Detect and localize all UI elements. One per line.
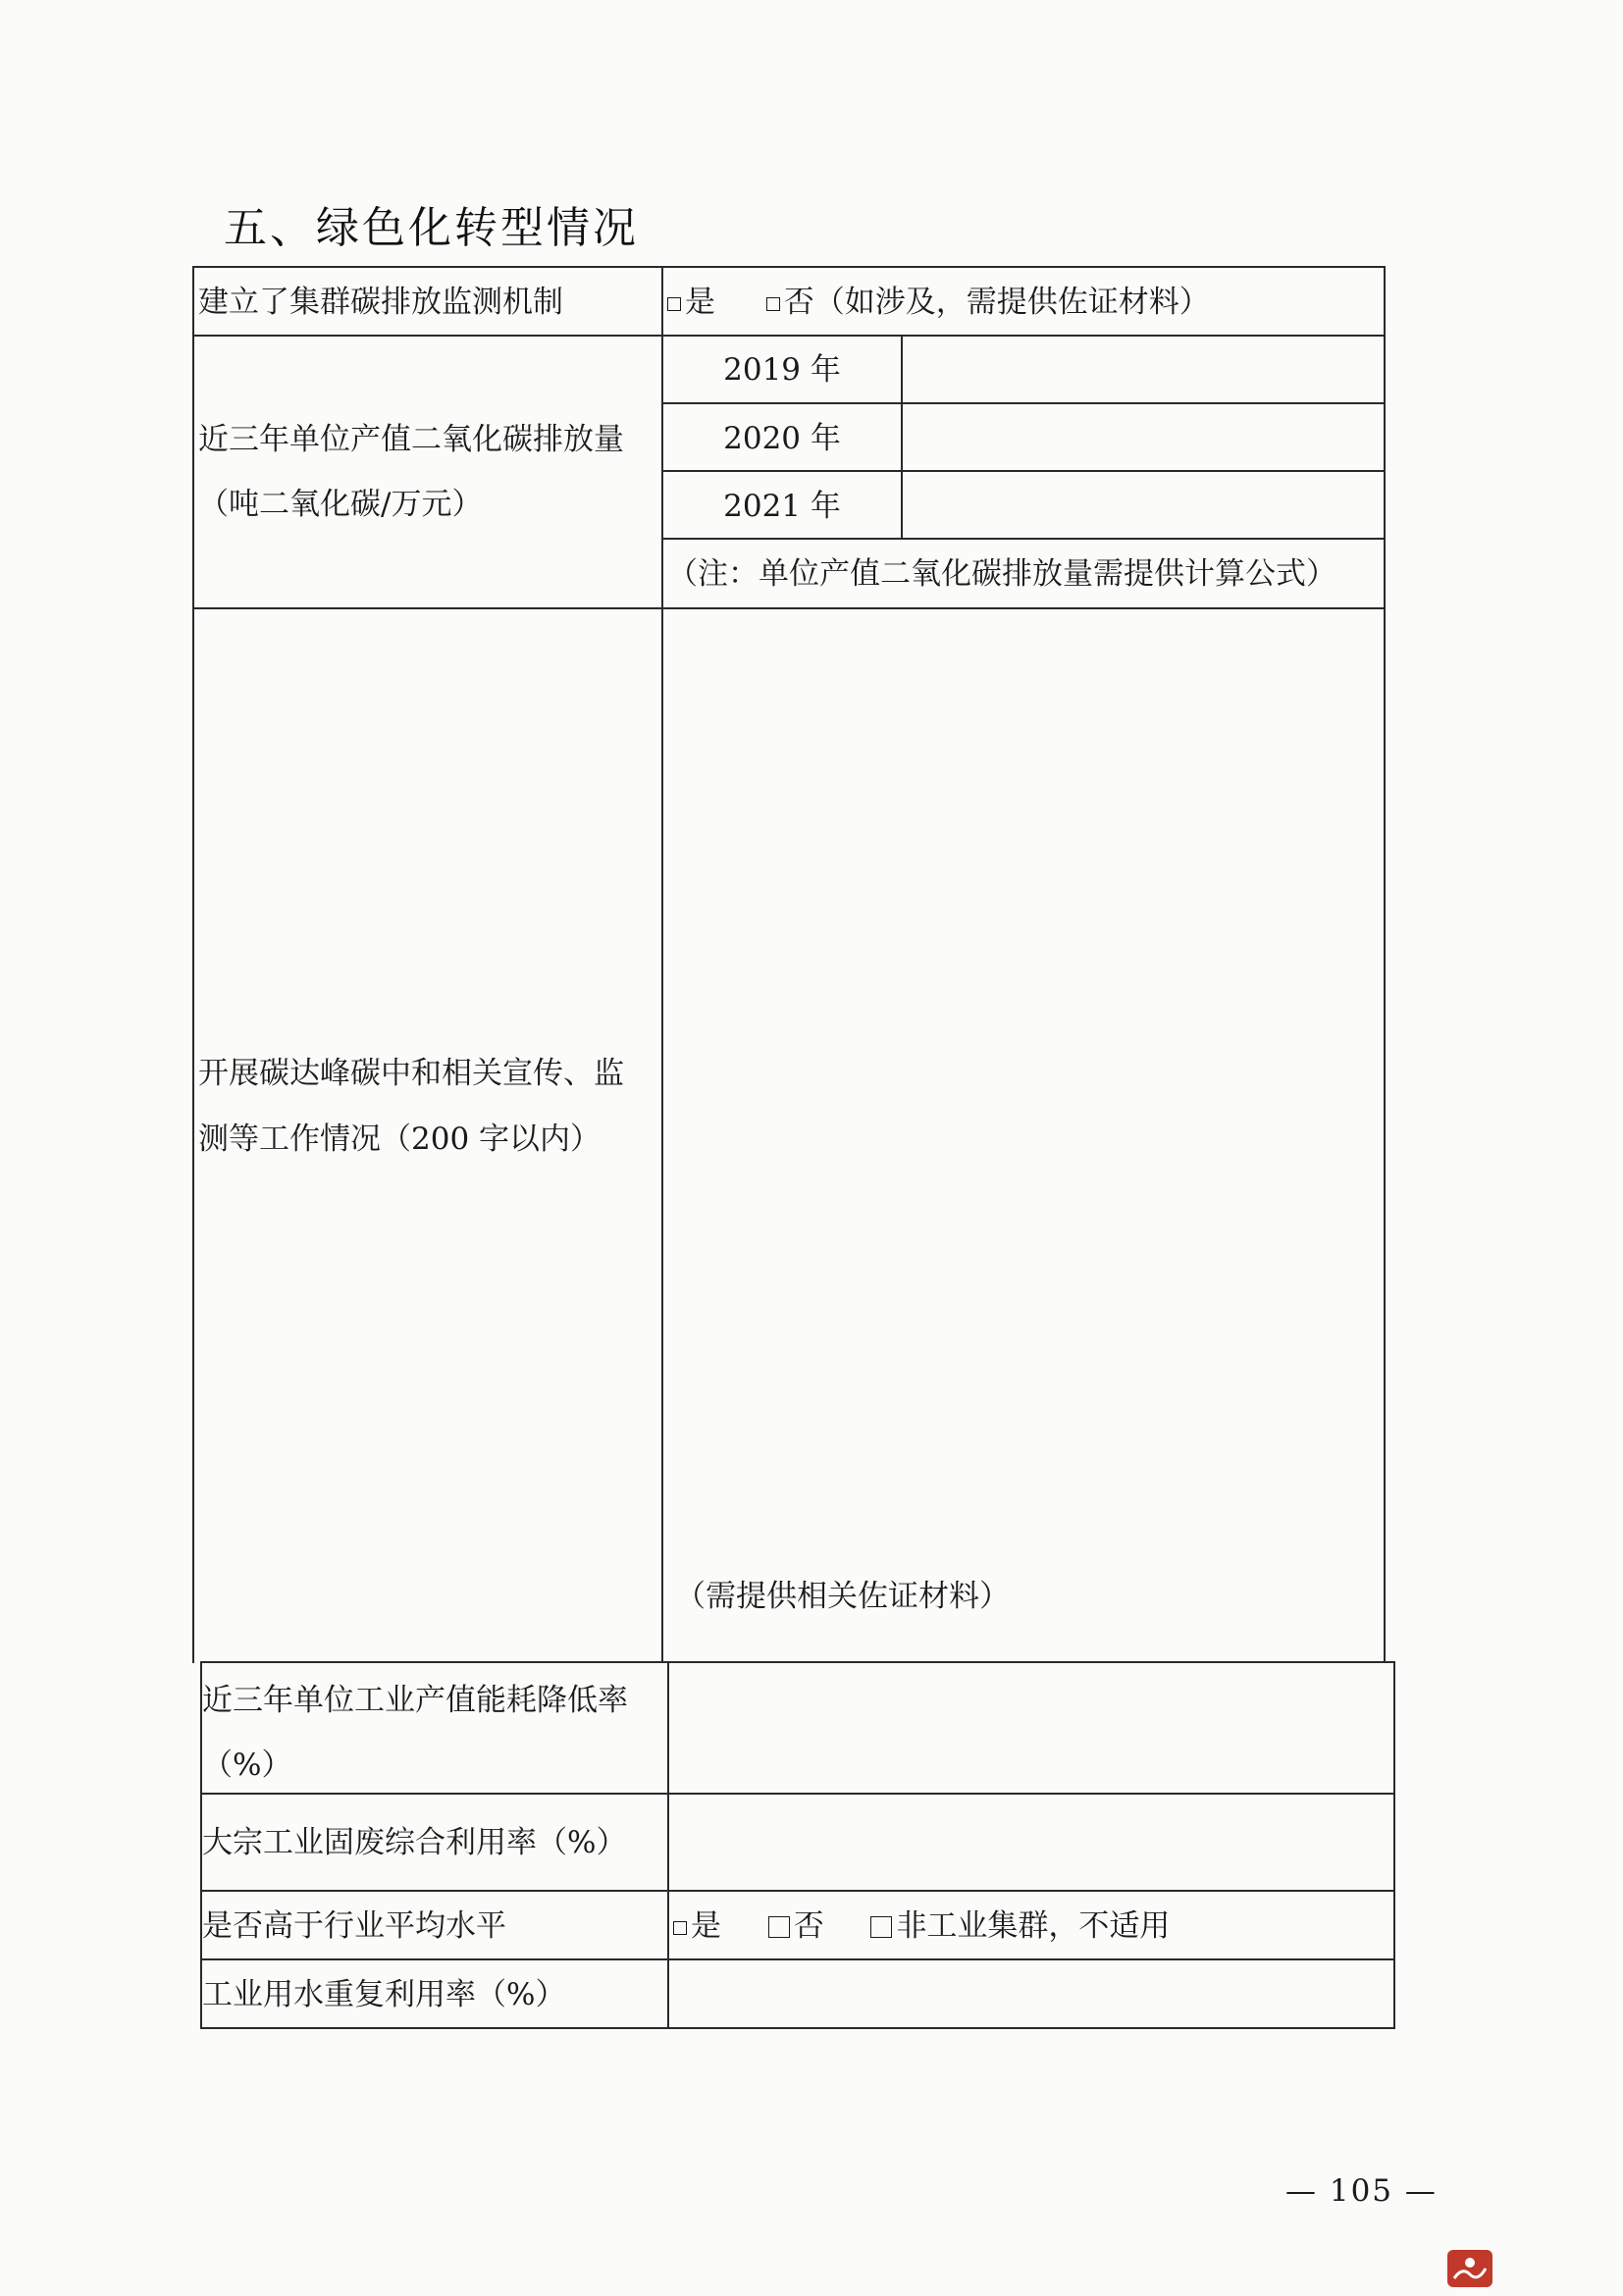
table-border — [667, 1661, 669, 2029]
solid-waste-input[interactable] — [671, 1797, 1389, 1887]
co2-emissions-label-line2: （吨二氧化碳/万元） — [198, 487, 483, 522]
table-border — [1393, 1661, 1395, 2029]
carbon-monitoring-options — [667, 280, 1210, 325]
energy-reduction-label-line1: 近三年单位工业产值能耗降低率 — [202, 1683, 628, 1718]
table-border — [1384, 266, 1386, 1663]
option-no-label: 否 — [793, 1908, 824, 1944]
table-border — [192, 266, 1386, 268]
co2-emissions-note: （注：单位产值二氧化碳排放量需提供计算公式） — [667, 556, 1336, 592]
section-title: 五、绿色化转型情况 — [224, 203, 639, 253]
table-border — [200, 1890, 1395, 1892]
co2-emissions-label-line1: 近三年单位产值二氧化碳排放量 — [198, 422, 624, 457]
table-border — [192, 266, 194, 1663]
carbon-work-note: （需提供相关佐证材料） — [675, 1579, 1010, 1614]
water-reuse-input[interactable] — [671, 1962, 1389, 2023]
year-2021-label: 2021 年 — [723, 489, 841, 524]
checkbox-no[interactable] — [766, 297, 780, 311]
carbon-work-input[interactable] — [667, 613, 1380, 1555]
table-border — [901, 335, 903, 540]
checkbox-no[interactable] — [768, 1916, 790, 1938]
table-border — [192, 607, 1386, 609]
carbon-monitoring-label: 建立了集群碳排放监测机制 — [198, 285, 563, 320]
energy-reduction-label-line2: （%） — [202, 1748, 292, 1783]
above-average-options — [673, 1904, 1170, 1949]
checkbox-yes[interactable] — [667, 297, 681, 311]
page-number: — 105 — — [1285, 2173, 1438, 2209]
solid-waste-label: 大宗工业固废综合利用率（%） — [202, 1825, 627, 1860]
above-average-label: 是否高于行业平均水平 — [202, 1908, 506, 1944]
table-border — [200, 1661, 1395, 1663]
carbon-work-label-line1: 开展碳达峰碳中和相关宣传、监 — [198, 1056, 624, 1091]
option-no-label: 否（如涉及，需提供佐证材料） — [783, 285, 1210, 320]
checkbox-not-applicable[interactable] — [870, 1916, 892, 1938]
checkbox-yes[interactable] — [673, 1921, 687, 1935]
table-border — [661, 266, 663, 1663]
energy-reduction-input[interactable] — [671, 1665, 1389, 1789]
table-border — [200, 2027, 1395, 2029]
water-reuse-label: 工业用水重复利用率（%） — [202, 1977, 566, 2012]
table-border — [663, 538, 1386, 540]
option-yes-label: 是 — [685, 285, 715, 320]
carbon-work-label-line2: 测等工作情况（200 字以内） — [198, 1122, 602, 1157]
table-border — [200, 1958, 1395, 1960]
seal-stamp-icon — [1446, 2249, 1493, 2288]
year-2019-label: 2019 年 — [723, 352, 841, 388]
year-2019-value[interactable] — [905, 338, 1382, 400]
table-border — [192, 335, 1386, 337]
table-border — [200, 1793, 1395, 1795]
table-border — [663, 470, 1386, 472]
option-not-applicable-label: 非工业集群，不适用 — [896, 1908, 1171, 1944]
year-2020-value[interactable] — [905, 405, 1382, 468]
option-yes-label: 是 — [691, 1908, 721, 1944]
year-2021-value[interactable] — [905, 473, 1382, 536]
table-border — [663, 402, 1386, 404]
year-2020-label: 2020 年 — [723, 421, 841, 456]
